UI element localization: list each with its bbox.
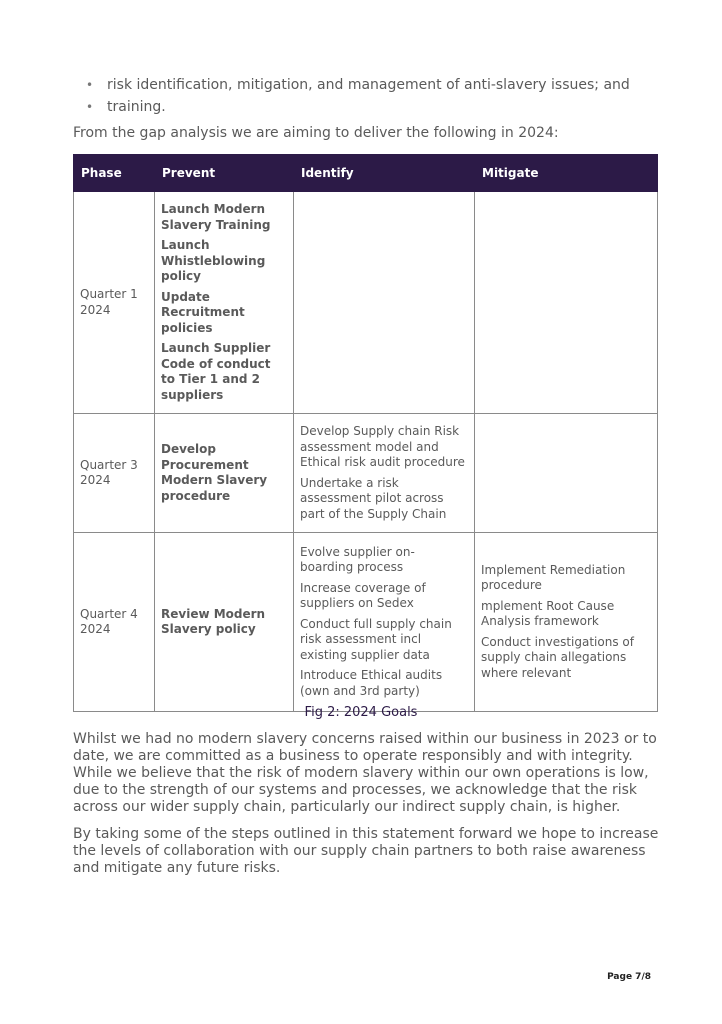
body-paragraph: Whilst we had no modern slavery concerns raised within our business in 2023 or to date, we are committed as a business to operate responsibly and with integrity. While we believe that the risk of modern slavery within our own operations is low, due to the strength of our systems and processes, we acknowledge that the risk across our wider supply chain, particularly our indirect supply chain, is higher. <box>73 731 657 815</box>
prevent-item: Launch Supplier Code of conduct to Tier 1 and 2 suppliers <box>161 341 271 402</box>
mitigate-item: Implement Remediation procedure <box>481 562 626 593</box>
bullet-list <box>82 74 630 118</box>
mitigate-item: mplement Root Cause Analysis framework <box>481 598 615 629</box>
phase-cell: Quarter 3 2024 <box>74 414 155 533</box>
header-mitigate: Mitigate <box>475 155 658 192</box>
identify-item: Undertake a risk assessment pilot across part of the Supply Chain <box>300 475 447 521</box>
prevent-cell <box>155 533 294 712</box>
identify-cell <box>294 533 475 712</box>
prevent-item: Develop Procurement Modern Slavery procedure <box>161 442 268 503</box>
goals-table <box>73 154 658 712</box>
bullet-item: • training. <box>82 96 630 118</box>
table-row <box>74 192 658 414</box>
identify-cell <box>294 192 475 414</box>
table-row <box>74 414 658 533</box>
figure-caption: Fig 2: 2024 Goals <box>304 705 418 720</box>
identify-item: Increase coverage of suppliers on Sedex <box>300 580 426 611</box>
prevent-item: Review Modern Slavery policy <box>161 606 266 636</box>
phase-cell: Quarter 4 2024 <box>74 533 155 712</box>
bullet-item: • risk identification, mitigation, and management of anti-slavery issues; and <box>82 74 630 96</box>
header-phase: Phase <box>74 155 155 192</box>
intro-text: From the gap analysis we are aiming to deliver the following in 2024: <box>73 125 559 141</box>
header-prevent: Prevent <box>155 155 294 192</box>
mitigate-cell <box>475 192 658 414</box>
prevent-item: Update Recruitment policies <box>161 289 245 335</box>
identify-item: Develop Supply chain Risk assessment model and Ethical risk audit procedure <box>300 424 465 469</box>
prevent-cell <box>155 192 294 414</box>
identify-item: Evolve supplier on-boarding process <box>300 544 415 575</box>
prevent-cell <box>155 414 294 533</box>
page-number: Page 7/8 <box>607 972 651 982</box>
phase-cell: Quarter 1 2024 <box>74 192 155 414</box>
table-header-row <box>74 155 658 192</box>
table-row <box>74 533 658 712</box>
identify-item: Introduce Ethical audits (own and 3rd party) <box>300 668 443 698</box>
body-paragraph: By taking some of the steps outlined in this statement forward we hope to increase the levels of collaboration with our supply chain partners to both raise awareness and mitigate any future risks. <box>73 826 659 876</box>
mitigate-cell <box>475 533 658 712</box>
identify-item: Conduct full supply chain risk assessment incl existing supplier data <box>300 616 452 662</box>
identify-cell <box>294 414 475 533</box>
mitigate-item: Conduct investigations of supply chain allegations where relevant <box>481 634 634 680</box>
header-identify: Identify <box>294 155 475 192</box>
mitigate-cell <box>475 414 658 533</box>
prevent-item: Launch Whistleblowing policy <box>161 238 266 283</box>
prevent-item: Launch Modern Slavery Training <box>161 202 271 232</box>
